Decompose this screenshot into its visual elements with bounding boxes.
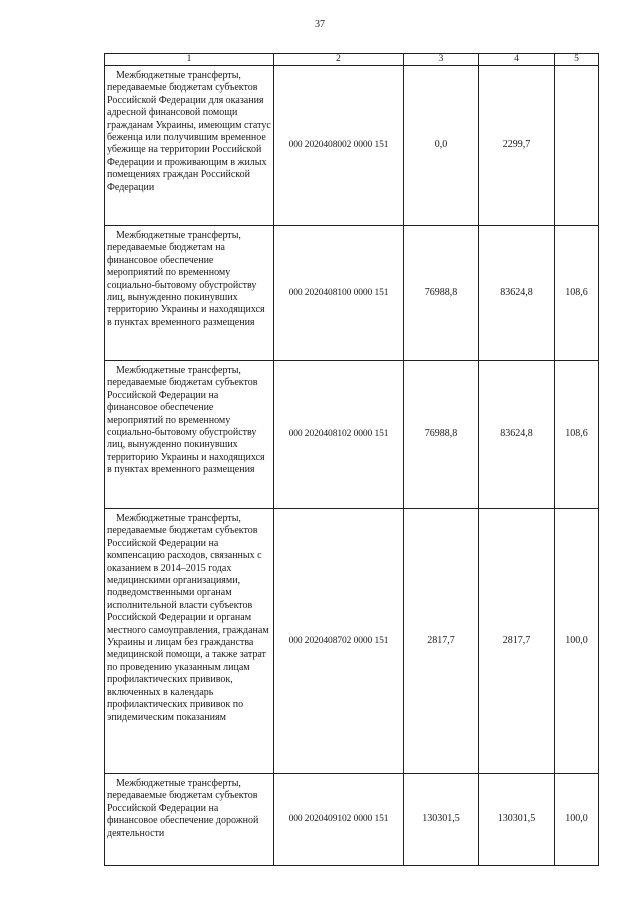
header-col-2: 2 [274,54,404,66]
table-row [105,774,599,866]
row-col5: 108,6 [555,226,599,361]
row-col5: 108,6 [555,361,599,509]
header-row [105,54,599,66]
row-col4: 2299,7 [479,66,555,226]
table-row [105,509,599,774]
row-col5 [555,66,599,226]
row-col3: 76988,8 [404,361,479,509]
row-col3: 0,0 [404,66,479,226]
row-col3: 76988,8 [404,226,479,361]
header-col-3: 3 [404,54,479,66]
row-code: 000 2020408702 0000 151 [274,509,404,774]
row-description-text: Межбюджетные трансферты, передаваемые бюджетам субъектов Российской Федерации на компенсацию расходов, связанных с оказанием в 2014–2015 годах медицинскими организациями, подведомственными органам исполнительной власти субъектов Российской Федерации и органам местного самоуправления, гражданам Украины и лицам без гражданства медицинской помощи, а также затрат по проведению указанным лицам профилактических прививок, включенных в календарь профилактических прививок по эпидемическим показаниям [107,513,269,723]
page-number: 37 [315,19,325,30]
row-col4: 83624,8 [479,226,555,361]
row-description-text: Межбюджетные трансферты, передаваемые бюджетам субъектов Российской Федерации для оказания адресной финансовой помощи гражданам Украины, имеющим статус беженца или получившим временное убежище на территории Российской Федерации и проживающим в жилых помещениях граждан Российской Федерации [107,70,271,193]
row-code: 000 2020408102 0000 151 [274,361,404,509]
table-row [105,66,599,226]
row-code: 000 2020408100 0000 151 [274,226,404,361]
table-row [105,226,599,361]
row-description [105,66,274,226]
table-row [105,361,599,509]
row-description-text: Межбюджетные трансферты, передаваемые бюджетам субъектов Российской Федерации на финансовое обеспечение дорожной деятельности [107,778,259,839]
header-col-5: 5 [555,54,599,66]
row-col5: 100,0 [555,509,599,774]
row-col3: 130301,5 [404,774,479,866]
budget-table [104,53,599,866]
row-col4: 130301,5 [479,774,555,866]
row-code: 000 2020409102 0000 151 [274,774,404,866]
header-col-1: 1 [105,54,274,66]
row-description [105,226,274,361]
row-description [105,774,274,866]
row-col4: 2817,7 [479,509,555,774]
header-col-4: 4 [479,54,555,66]
row-col4: 83624,8 [479,361,555,509]
row-description-text: Межбюджетные трансферты, передаваемые бюджетам субъектов Российской Федерации на финансовое обеспечение мероприятий по временному социально-бытовому обустройству лиц, вынужденно покинувших территорию Украины и находящихся в пунктах временного размещения [107,365,265,476]
row-description-text: Межбюджетные трансферты, передаваемые бюджетам на финансовое обеспечение мероприятий по временному социально-бытовому обустройству лиц, вынужденно покинувших территорию Украины и находящихся в пунктах временного размещения [107,230,265,328]
row-description [105,509,274,774]
row-code: 000 2020408002 0000 151 [274,66,404,226]
row-col5: 100,0 [555,774,599,866]
row-description [105,361,274,509]
row-col3: 2817,7 [404,509,479,774]
